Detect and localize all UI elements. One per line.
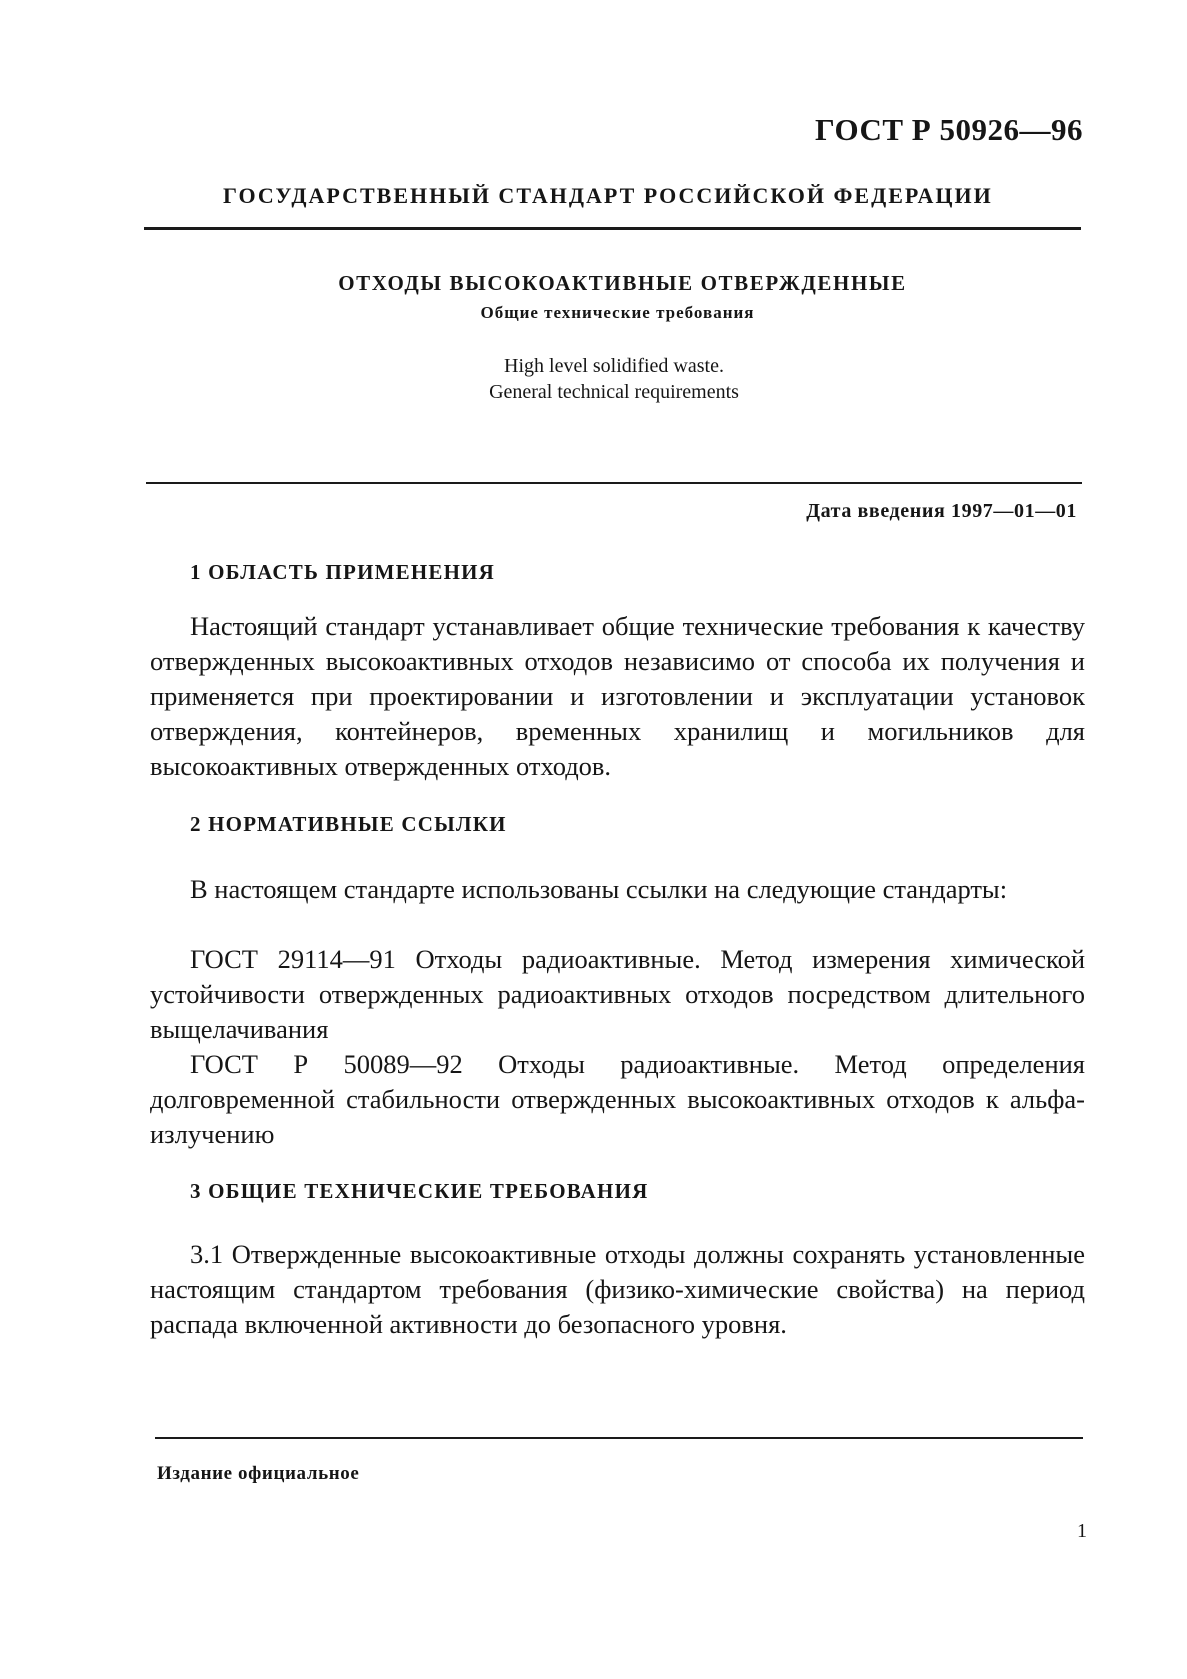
section-2-paragraph-1: В настоящем стандарте использованы ссылки на следующие стандарты: bbox=[190, 874, 1008, 904]
section-3-heading: 3 ОБЩИЕ ТЕХНИЧЕСКИЕ ТРЕБОВАНИЯ bbox=[190, 1179, 649, 1203]
section-2-heading: 2 НОРМАТИВНЫЕ ССЫЛКИ bbox=[190, 812, 507, 836]
title-divider bbox=[146, 482, 1082, 484]
document-subtitle: Общие технические требования bbox=[480, 303, 755, 322]
normative-reference-2: ГОСТ Р 50089—92 Отходы радиоактивные. Метод определения долговременной стабильности отвержденных высокоактивных отходов к альфа-излучению bbox=[150, 1049, 1085, 1149]
organization-heading: ГОСУДАРСТВЕННЫЙ СТАНДАРТ РОССИЙСКОЙ ФЕДЕРАЦИИ bbox=[223, 183, 993, 208]
standard-designation: ГОСТ Р 50926—96 bbox=[815, 112, 1083, 147]
page-number: 1 bbox=[1077, 1520, 1087, 1542]
introduction-date: Дата введения 1997—01—01 bbox=[806, 500, 1077, 522]
footer-divider bbox=[155, 1437, 1083, 1439]
section-1-paragraph: Настоящий стандарт устанавливает общие технические требования к качеству отвержденных высокоактивных отходов независимо от способа их получения и применяется при проектировании и изготовлении и эксплуатации установок отверждения, контейнеров, временных хранилищ и могильников для высокоактивных отвержденных отходов. bbox=[150, 611, 1085, 781]
english-title-line-2: General technical requirements bbox=[489, 381, 739, 403]
top-divider bbox=[144, 227, 1081, 230]
english-title-line-1: High level solidified waste. bbox=[504, 355, 724, 377]
section-3-paragraph: 3.1 Отвержденные высокоактивные отходы должны сохранять установленные настоящим стандартом требования (физико-химические свойства) на период распада включенной активности до безопасного уровня. bbox=[150, 1239, 1085, 1339]
official-edition-label: Издание официальное bbox=[157, 1463, 360, 1484]
document-title: ОТХОДЫ ВЫСОКОАКТИВНЫЕ ОТВЕРЖДЕННЫЕ bbox=[338, 271, 907, 295]
normative-reference-1: ГОСТ 29114—91 Отходы радиоактивные. Метод измерения химической устойчивости отвержденных радиоактивных отходов посредством длительного выщелачивания bbox=[150, 944, 1085, 1044]
section-1-heading: 1 ОБЛАСТЬ ПРИМЕНЕНИЯ bbox=[190, 560, 496, 584]
